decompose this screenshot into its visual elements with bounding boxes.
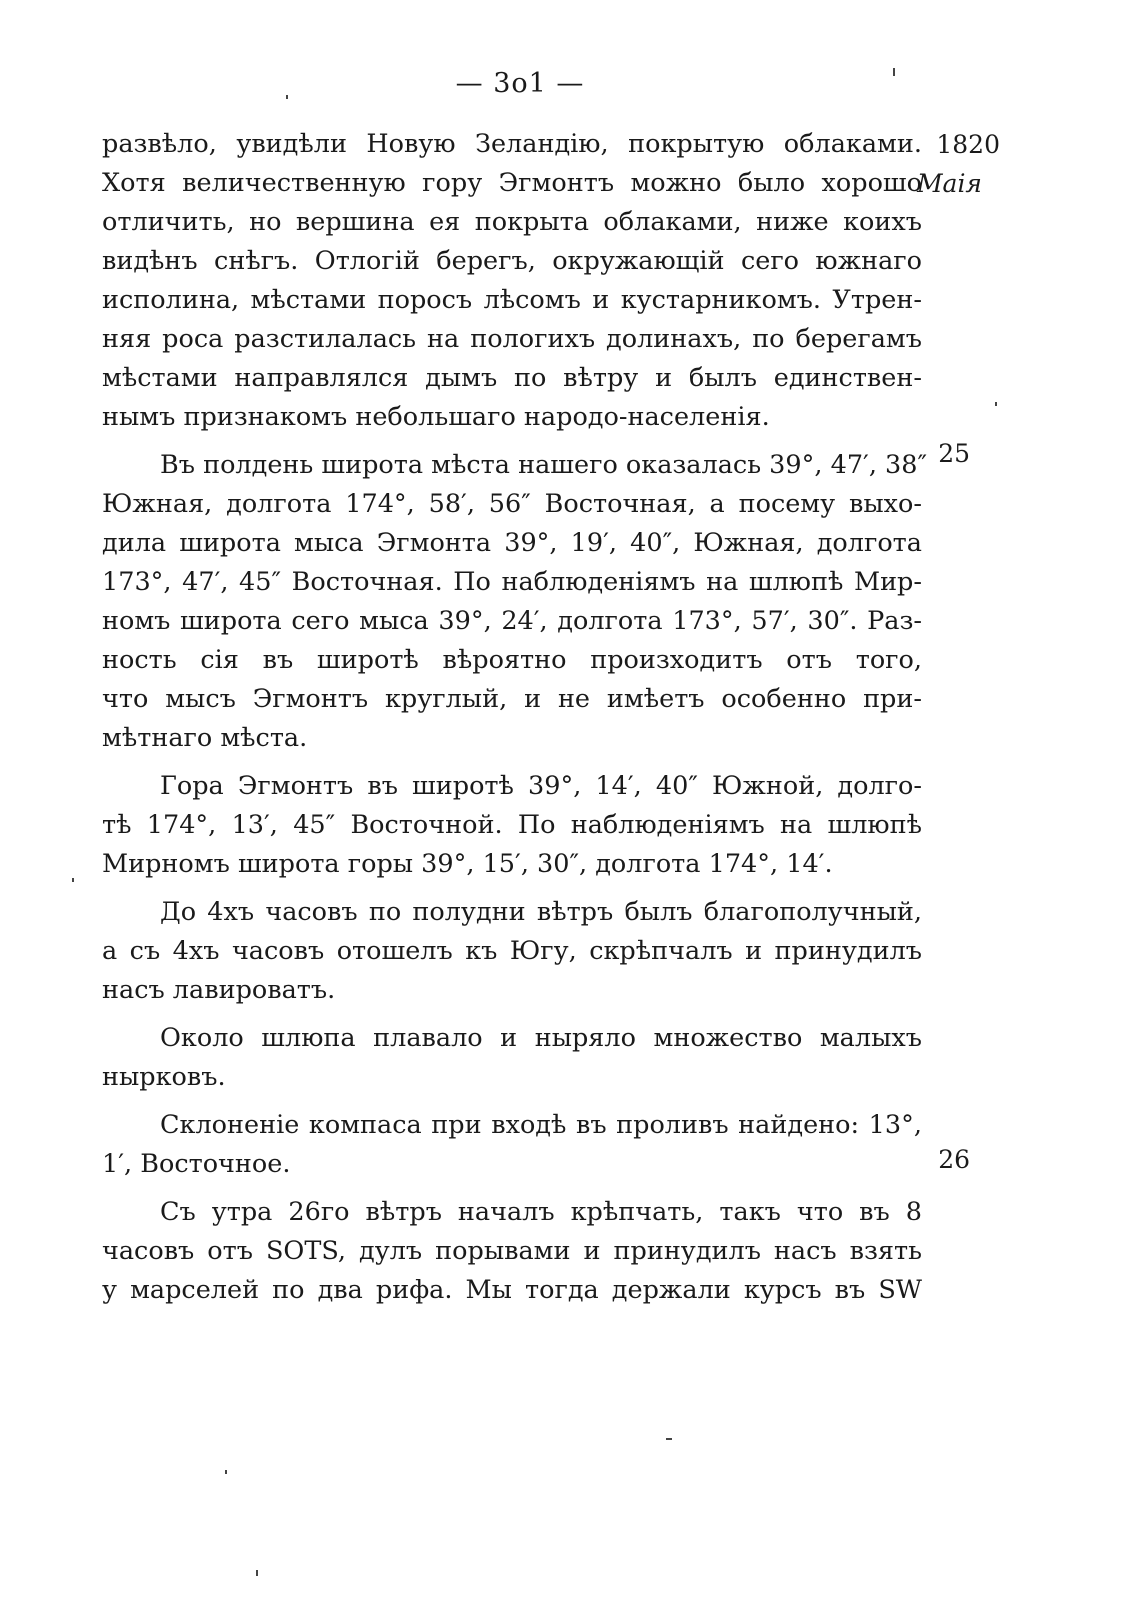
text-line: ность сія въ широтѣ вѣроятно произходитъ отъ того, <box>102 645 922 675</box>
text-line: насъ лавироватъ. <box>102 975 336 1005</box>
margin-day-26: 26 <box>938 1145 970 1174</box>
text-line: исполина, мѣстами поросъ лѣсомъ и кустарникомъ. Утрен- <box>102 285 922 315</box>
text-line: что мысъ Эгмонтъ круглый, и не имѣетъ особенно при- <box>102 684 922 714</box>
text-line: Около шлюпа плавало и ныряло множество малыхъ <box>160 1023 922 1053</box>
paragraph-2 <box>102 446 928 758</box>
text-line: 1′, Восточное. <box>102 1149 291 1179</box>
text-line: часовъ отъ SOTS, дулъ порывами и принудилъ насъ взять <box>102 1236 922 1266</box>
text-line: мѣстами направлялся дымъ по вѣтру и былъ единствен- <box>102 363 922 393</box>
text-line: нырковъ. <box>102 1062 226 1092</box>
text-line: 173°, 47′, 45″ Восточная. По наблюденіямъ на шлюпѣ Мир- <box>102 567 922 597</box>
text-line: Гора Эгмонтъ въ широтѣ 39°, 14′, 40″ Южной, долго- <box>160 771 922 801</box>
text-line: у марселей по два рифа. Мы тогда держали курсъ въ SW <box>102 1275 922 1305</box>
text-line: нымъ признакомъ небольшаго народо-населенія. <box>102 402 770 432</box>
text-line: мѣтнаго мѣста. <box>102 723 308 753</box>
text-line: Южная, долгота 174°, 58′, 56″ Восточная, а посему выхо- <box>102 489 922 519</box>
margin-month: Маія <box>916 169 982 198</box>
paragraph-1 <box>102 125 922 437</box>
text-line: отличить, но вершина ея покрыта облаками, ниже коихъ <box>102 207 922 237</box>
scan-speck <box>995 402 997 406</box>
text-line: тѣ 174°, 13′, 45″ Восточной. По наблюденіямъ на шлюпѣ <box>102 810 922 840</box>
scan-speck <box>286 95 288 99</box>
text-line: дила широта мыса Эгмонта 39°, 19′, 40″, Южная, долгота <box>102 528 922 558</box>
text-line: Съ утра 26го вѣтръ началъ крѣпчать, такъ что въ 8 <box>160 1197 922 1227</box>
scan-speck <box>256 1570 258 1576</box>
scan-speck <box>225 1470 227 1474</box>
page-number: — 3o1 — <box>455 68 585 99</box>
paragraph-3 <box>102 767 922 884</box>
body-text <box>102 125 928 1310</box>
scan-speck <box>893 68 895 76</box>
paragraph-6 <box>102 1106 922 1184</box>
text-line: видѣнъ снѣгъ. Отлогій берегъ, окружающій сего южнаго <box>102 246 922 276</box>
text-line: Хотя величественную гору Эгмонтъ можно было хорошо <box>102 168 922 198</box>
paragraph-7 <box>102 1193 922 1310</box>
text-line: няя роса разстилалась на пологихъ долинахъ, по берегамъ <box>102 324 922 354</box>
text-line: Склоненіе компаса при входѣ въ проливъ найдено: 13°, <box>160 1110 922 1140</box>
text-line: развѣло, увидѣли Новую Зеландію, покрытую облаками. <box>102 129 922 159</box>
scan-speck <box>666 1438 672 1440</box>
scan-speck <box>72 878 74 882</box>
paragraph-5 <box>102 1019 922 1097</box>
text-line: номъ широта сего мыса 39°, 24′, долгота 173°, 57′, 30″. Раз- <box>102 606 922 636</box>
text-line: а съ 4хъ часовъ отошелъ къ Югу, скрѣпчалъ и принудилъ <box>102 936 922 966</box>
text-line: До 4хъ часовъ по полудни вѣтръ былъ благополучный, <box>160 897 922 927</box>
paragraph-4 <box>102 893 922 1010</box>
margin-year: 1820 <box>936 130 1000 159</box>
text-line: Мирномъ широта горы 39°, 15′, 30″, долгота 174°, 14′. <box>102 849 833 879</box>
margin-day-25: 25 <box>938 439 970 468</box>
text-line: Въ полдень широта мѣста нашего оказалась 39°, 47′, 38″ <box>160 450 928 480</box>
